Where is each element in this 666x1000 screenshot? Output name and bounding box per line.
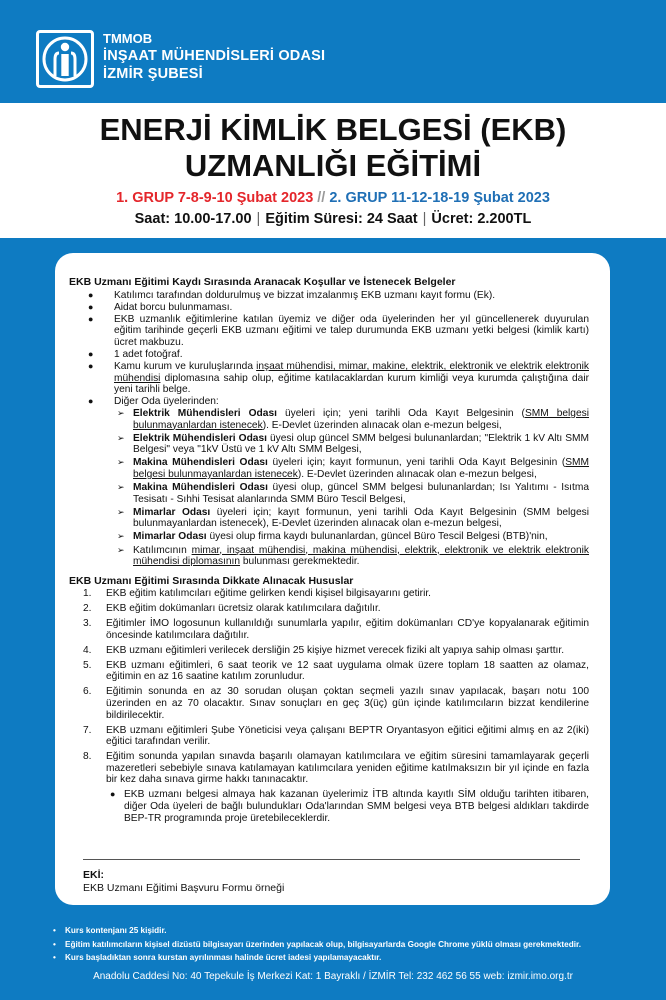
group-2-date: 2. GRUP 11-12-18-19 Şubat 2023 <box>329 190 550 206</box>
requirements-list <box>69 290 589 568</box>
course-info <box>0 211 666 227</box>
group-dates <box>0 190 666 206</box>
imo-logo-graphic <box>39 33 91 85</box>
list-item: 1. EKB eğitim katılımcıları eğitime gelirken kendi kişisel bilgisayarını getirir. <box>83 588 431 600</box>
contact-address: Anadolu Caddesi No: 40 Tepekule İş Merkezi Kat: 1 Bayraklı / İZMİR Tel: 232 462 56 55 web: izmir.imo.org.tr <box>93 971 573 982</box>
info-separator: | <box>422 211 427 227</box>
sub-list-item: ➢ Makina Mühendisleri Odası üyeleri için; kayıt formunun, yeni tarihli Oda Kayıt Belgesinin (SMM belgesi bulunmayanlardan istenecek). E-Devlet üzerinden alınacak olan e-mezun belgesi, <box>117 457 590 480</box>
arrow-bullet-icon: ➢ <box>117 544 125 555</box>
bullet-icon: ● <box>88 361 94 372</box>
arrow-bullet-icon: ➢ <box>117 408 125 419</box>
sub-list-item: ➢ Katılımcının mimar, inşaat mühendisi, makina mühendisi, elektrik, elektronik ve elektrik elektronik mühendisi diplomasının bulunması gerekmektedir. <box>117 544 590 568</box>
list-item: ● Katılımcı tarafından doldurulmuş ve bizzat imzalanmış EKB uzmanı kayıt formu (Ek). <box>88 289 496 301</box>
bullet-icon: ● <box>110 789 116 800</box>
content-body <box>69 277 589 824</box>
considerations-list <box>69 588 589 786</box>
course-time: Saat: 10.00-17.00 <box>134 211 252 227</box>
sub-list-item: ➢ Elektrik Mühendisleri Odası üyesi olup güncel SMM belgesi bulunanlardan; "Elektrik 1 kV Altı SMM Belgesi" veya "1kV Üstü ve 1 kV Altı SMM Belgesi, <box>117 432 589 456</box>
page-title <box>0 112 666 184</box>
title-line-2: UZMANLIĞI EĞİTİMİ <box>184 148 482 183</box>
section-2-title: EKB Uzmanı Eğitimi Sırasında Dikkate Alınacak Hususlar <box>69 574 354 587</box>
list-item: 8. Eğitim sonunda yapılan sınavda başarılı olamayan katılımcılara ve eğitim süresini tamamlayarak geçerli mazeretleri sebebiyle sınava katılamayan katılımcılara yeniden eğitime katılmaksızın bir yıl içinde en fazla bir kez daha sınava girme hakkı tanınacaktır. <box>83 751 589 786</box>
arrow-bullet-icon: ➢ <box>117 432 125 443</box>
course-fee: Ücret: 2.200TL <box>431 211 532 227</box>
bullet-icon: ● <box>88 313 94 324</box>
list-item: ● Diğer Oda üyelerinden: ➢ Elektrik Mühendisleri Odası üyeleri için; yeni tarihli Oda Kayıt Belgesinin (SMM belgesi bulunmayanlardan istenecek). E-Devlet üzerinden alınacak olan e-mezun belgesi, ➢ Elektrik Mühendisleri Odası üyesi olup güncel SMM belgesi bulunanlardan; "Elektrik 1 kV Altı SMM Belgesi" veya "1kV Üstü ve 1 kV Altı SMM Belgesi, ➢ Makina Mühendisleri Odası üyeleri için; kayıt formunun, yeni tarihli Oda Kayıt Belgesinin (SMM belgesi bulunmayanlardan istenecek). E-Devlet üzerinden alınacak olan e-mezun belgesi, ➢ Makina Mühendisleri Odası üyesi olup, güncel SMM belgesi bulunanlardan; Isı Yalıtımı - Isıtma Tesisatı - Sıhhi Tesisat alanlarında SMM Büro Tescil Belgesi, ➢ Mimarlar Odası üyeleri için; kayıt formunun, yeni tarihli Oda Kayıt Belgesinin (SMM belgesi bulunmayanlardan istenecek), E-Devlet üzerinden alınacak olan e-mezun belgesi, ➢ Mimarlar Odası üyesi olup firma kaydı bulunanlardan, güncel Büro Tescil Belgesi (BTB)'nin, ➢ Katılımcının mimar, inşaat mühendisi, makina mühendisi, elektrik, elektronik ve elektrik elektronik mühendisi diplomasının bulunması gerekmektedir. <box>88 396 590 568</box>
footnote-item: • Kurs başladıktan sonra kurstan ayrılınması halinde ücret iadesi yapılamayacaktır. <box>53 951 653 965</box>
list-item: 2. EKB eğitim dokümanları ücretsiz olarak katılımcılara dağıtılır. <box>83 603 381 615</box>
sub-list-item: ➢ Mimarlar Odası üyesi olup firma kaydı bulunanlardan, güncel Büro Tescil Belgesi (BTB)'nin, <box>117 531 548 543</box>
bullet-icon: ● <box>88 301 94 312</box>
header-banner <box>0 0 666 103</box>
attachment-title: EKİ: <box>83 869 104 881</box>
sub-list-item: ➢ Mimarlar Odası üyeleri için; kayıt formunun, yeni tarihli Oda Kayıt Belgesinin (SMM belgesi bulunmayanlardan istenecek), E-Devlet üzerinden alınacak olan e-mezun belgesi, <box>117 506 589 530</box>
list-item: 6. Eğitimin sonunda en az 30 sorudan oluşan çoktan seçmeli yazılı sınav yapılacak, başarı notu 100 üzerinden en az 70 olacaktır. Sınav sonuçları en geç 3(üç) gün içinde katılımcıların bizzat kendilerine bildirilecektir. <box>83 686 589 721</box>
org-line-3: İZMİR ŞUBESİ <box>103 66 203 82</box>
arrow-bullet-icon: ➢ <box>117 506 125 517</box>
section-1-title: EKB Uzmanı Eğitimi Kaydı Sırasında Aranacak Koşullar ve İstenecek Belgeler <box>69 276 456 288</box>
footnotes <box>53 924 653 965</box>
arrow-bullet-icon: ➢ <box>117 457 125 468</box>
footnote-item: • Kurs kontenjanı 25 kişidir. <box>53 924 653 938</box>
arrow-bullet-icon: ➢ <box>117 482 125 493</box>
sub-list-item: ➢ Makina Mühendisleri Odası üyesi olup, güncel SMM belgesi bulunanlardan; Isı Yalıtımı - Isıtma Tesisatı - Sıhhi Tesisat alanlarında SMM Büro Tescil Belgesi, <box>117 482 589 505</box>
list-item: ● 1 adet fotoğraf. <box>88 349 183 361</box>
group-separator: // <box>317 190 326 206</box>
info-separator: | <box>256 211 261 227</box>
arrow-bullet-icon: ➢ <box>117 531 125 542</box>
certificate-note: ● EKB uzmanı belgesi almaya hak kazanan üyelerimiz İTB altında kayıtlı SİM olduğu tarihten itibaren, diğer Oda üyeleri de bağlı bulundukları Oda'larından SMM belgesi veya BTB belgesi aldıkları takdirde BEP-TR programında proje üretebileceklerdir. <box>110 789 589 824</box>
list-item: 4. EKB uzmanı eğitimleri verilecek dersliğin 25 kişiye hizmet verecek fiziki alt yapıya sahip olması şarttır. <box>83 644 565 656</box>
bullet-icon: • <box>53 926 56 935</box>
title-line-1: ENERJİ KİMLİK BELGESİ (EKB) <box>99 112 567 147</box>
bullet-icon: • <box>53 939 56 949</box>
bullet-icon: ● <box>88 396 94 407</box>
org-line-2: İNŞAAT MÜHENDİSLERİ ODASI <box>103 48 326 64</box>
list-item: ● EKB uzmanlık eğitimlerine katılan üyemiz ve diğer oda üyelerinden her yıl güncellenerek duyurulan eğitim tarihinde geçerli EKB uzmanı eğitimi ve talep durumunda EKB uzmanı yetki belgesi (kimlik kartı) ücret makbuzu. <box>88 313 589 348</box>
org-line-1: TMMOB <box>103 31 153 46</box>
list-item: 7. EKB uzmanı eğitimleri Şube Yöneticisi veya çalışanı BEPTR Oryantasyon eğitici eğitimi almış en az 2(iki) eğitici tarafından verilir. <box>83 724 589 748</box>
list-item: 5. EKB uzmanı eğitimleri, 6 saat teorik ve 12 saat uygulama olmak üzere toplam 18 saatten az olamaz, eğitimin en az 16 saatine katılım zorunludur. <box>83 659 589 683</box>
other-chambers-list <box>117 408 589 568</box>
footnote-item: • Eğitim katılımcıların kişisel dizüstü bilgisayarı üzerinden yapılacak olup, bilgisayarlarda Google Chrome yüklü olması gerekmektedir. <box>53 938 653 952</box>
list-item: ● Aidat borcu bulunmaması. <box>88 301 233 313</box>
divider <box>83 859 580 860</box>
bullet-icon: ● <box>88 289 94 300</box>
list-item: ● Kamu kurum ve kuruluşlarında inşaat mühendisi, mimar, makine, elektrik, elektronik ve elektrik elektronik mühendisi diplomasına sahip olup, eğitime katılacaklardan kurum kimliği veya kurumda çalıştığına dair yeni tarihli belge. <box>88 361 589 396</box>
imo-logo-icon <box>36 30 94 88</box>
bullet-icon: ● <box>88 349 94 360</box>
sub-list-item: ➢ Elektrik Mühendisleri Odası üyeleri için; yeni tarihli Oda Kayıt Belgesinin (SMM belgesi bulunmayanlardan istenecek). E-Devlet üzerinden alınacak olan e-mezun belgesi, <box>117 408 589 431</box>
organization-name <box>103 30 325 83</box>
attachment-text: EKB Uzmanı Eğitimi Başvuru Formu örneği <box>83 882 285 894</box>
list-item: 3. Eğitimler İMO logosunun kullanıldığı sunumlarla yapılır, eğitim dokümanları CD'ye kopyalanarak eğitimin öncesinde katılımcılara dağıtılır. <box>83 618 589 641</box>
bullet-icon: • <box>53 953 56 962</box>
group-1-date: 1. GRUP 7-8-9-10 Şubat 2023 <box>116 190 314 206</box>
course-duration: Eğitim Süresi: 24 Saat <box>265 211 418 227</box>
